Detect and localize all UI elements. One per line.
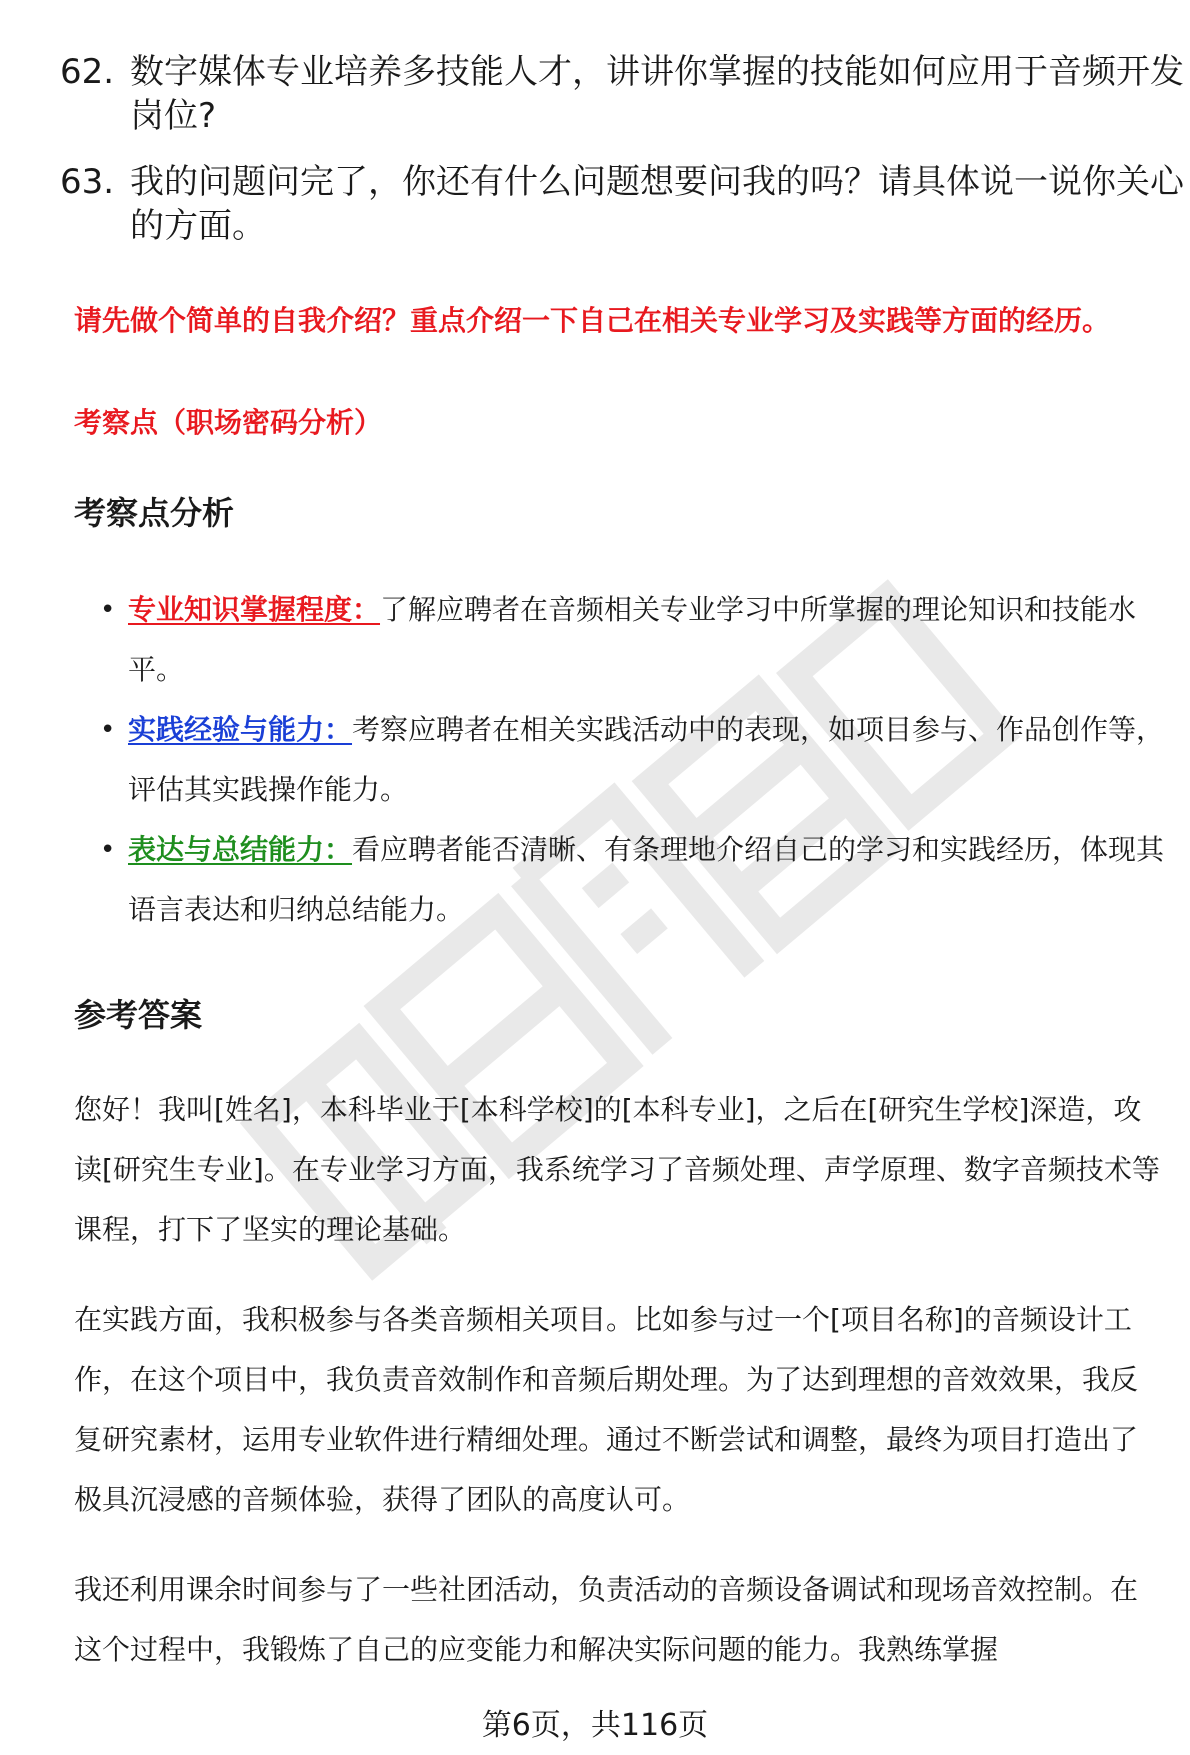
analysis-keyword: 表达与总结能力： bbox=[128, 833, 353, 866]
answer-paragraph: 我还利用课余时间参与了一些社团活动，负责活动的音频设备调试和现场音效控制。在这个过程中，我锻炼了自己的应变能力和解决实际问题的能力。我熟练掌握 bbox=[74, 1573, 1139, 1666]
analysis-text: 了解应聘者在音频相关专业学习中所掌握的理论知识和技能水平。 bbox=[128, 593, 1137, 686]
page-footer: 第6页，共116页 bbox=[481, 1708, 709, 1743]
featured-question: 请先做个简单的自我介绍？重点介绍一下自己在相关专业学习及实践等方面的经历。 bbox=[74, 304, 1111, 337]
bullet-dot-icon: • bbox=[100, 595, 116, 625]
answer-paragraph: 在实践方面，我积极参与各类音频相关项目。比如参与过一个[项目名称]的音频设计工作，在这个项目中，我负责音效制作和音频后期处理。为了达到理想的音效效果，我反复研究素材，运用专业软件进行精细处理。通过不断尝试和调整，最终为项目打造出了极具沉浸感的音频体验，获得了团队的高度认可。 bbox=[74, 1303, 1139, 1516]
answer-paragraph: 您好！我叫[姓名]，本科毕业于[本科学校]的[本科专业]，之后在[研究生学校]深造，攻读[研究生专业]。在专业学习方面，我系统学习了音频处理、声学原理、数字音频技术等课程，打下了坚实的理论基础。 bbox=[74, 1093, 1160, 1246]
question-number: 62. bbox=[60, 52, 115, 92]
question-text: 我的问题问完了，你还有什么问题想要问我的吗？请具体说一说你关心的方面。 bbox=[130, 162, 1184, 246]
question-text: 数字媒体专业培养多技能人才，讲讲你掌握的技能如何应用于音频开发岗位? bbox=[130, 52, 1184, 136]
analysis-keyword: 专业知识掌握程度： bbox=[128, 593, 381, 626]
bullet-dot-icon: • bbox=[100, 835, 116, 865]
question-63 bbox=[60, 160, 1184, 250]
exam-point-label: 考察点（职场密码分析） bbox=[74, 406, 383, 439]
analysis-text: 考察应聘者在相关实践活动中的表现，如项目参与、作品创作等，评估其实践操作能力。 bbox=[128, 713, 1165, 806]
answer-title: 参考答案 bbox=[74, 996, 203, 1034]
question-62 bbox=[60, 50, 1184, 140]
analysis-title: 考察点分析 bbox=[74, 494, 235, 532]
analysis-keyword: 实践经验与能力： bbox=[128, 713, 353, 746]
question-number: 63. bbox=[60, 162, 115, 202]
analysis-text: 看应聘者能否清晰、有条理地介绍自己的学习和实践经历，体现其语言表达和归纳总结能力。 bbox=[128, 833, 1165, 926]
bullet-dot-icon: • bbox=[100, 715, 116, 745]
